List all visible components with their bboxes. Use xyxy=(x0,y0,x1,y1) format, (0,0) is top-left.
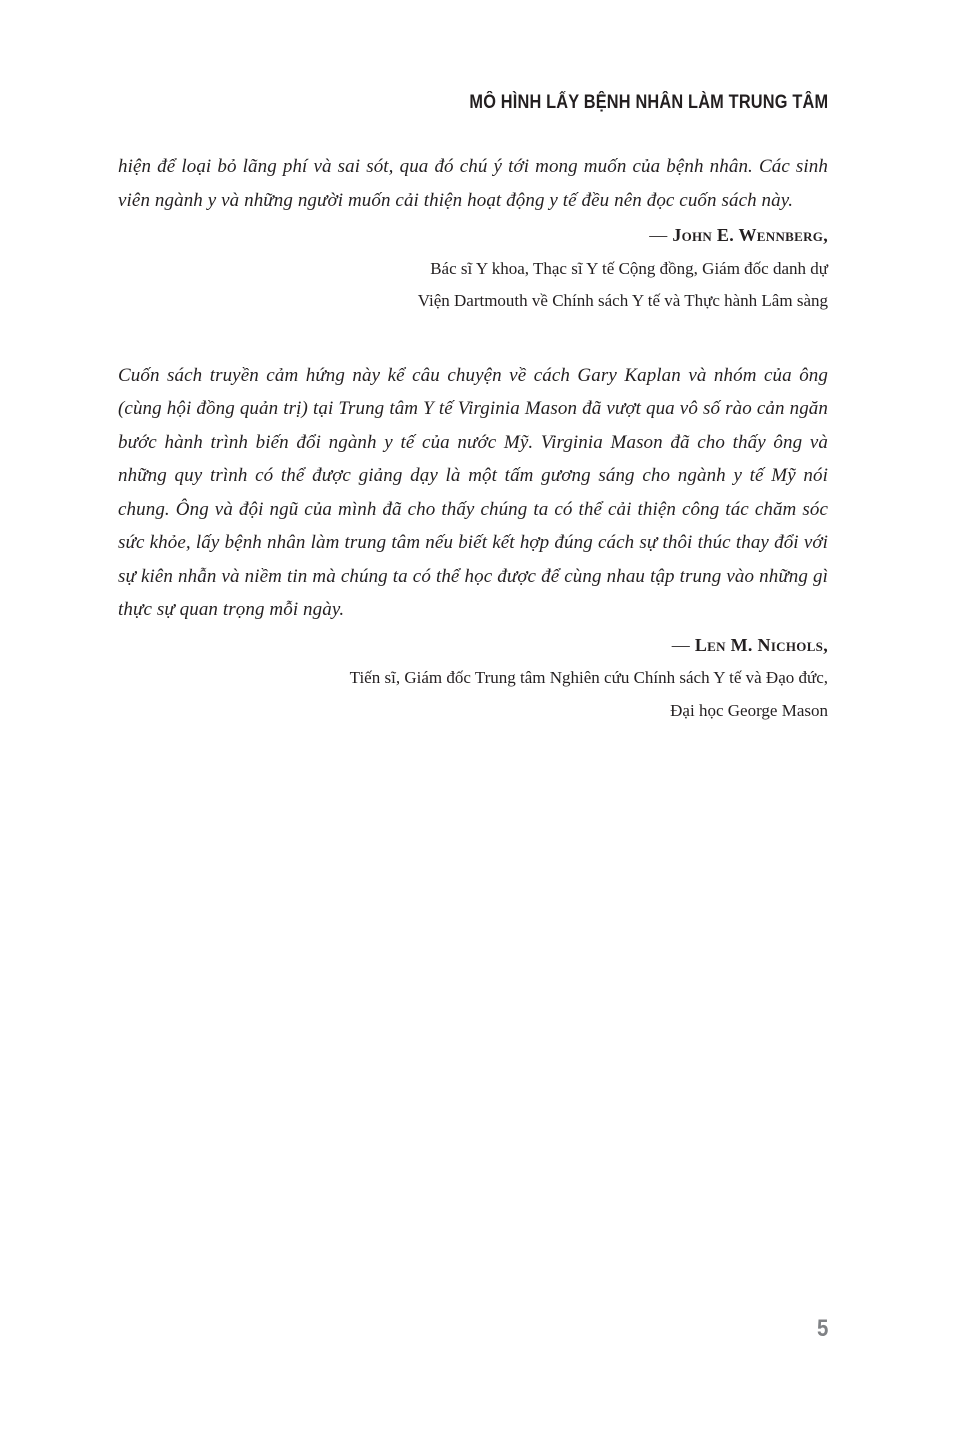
endorsement-wennberg xyxy=(118,150,828,318)
em-dash: — xyxy=(671,634,691,655)
endorsement-attribution xyxy=(118,219,828,318)
author-name xyxy=(649,225,828,245)
author-affiliation: Đại học George Mason xyxy=(670,700,828,720)
page-number: 5 xyxy=(816,1315,828,1342)
author-affiliation: Viện Dartmouth về Chính sách Y tế và Thực hành Lâm sàng xyxy=(417,291,828,310)
section-spacer xyxy=(118,318,828,359)
em-dash: — xyxy=(649,225,668,245)
author-credential: Bác sĩ Y khoa, Thạc sĩ Y tế Cộng đồng, Giám đốc danh dự xyxy=(430,258,828,278)
author-credential: Tiến sĩ, Giám đốc Trung tâm Nghiên cứu Chính sách Y tế và Đạo đức, xyxy=(349,668,828,687)
endorsement-nichols xyxy=(118,359,828,728)
page-content xyxy=(118,150,828,727)
author-name-text: Len M. Nichols, xyxy=(694,634,828,655)
endorsement-attribution xyxy=(118,629,828,728)
author-name-text: John E. Wennberg, xyxy=(672,225,828,245)
endorsement-quote: hiện để loại bỏ lãng phí và sai sót, qua đó chú ý tới mong muốn của bệnh nhân. Các sinh viên ngành y và những người muốn cải thiện hoạt động y tế đều nên đọc cuốn sách này. xyxy=(118,156,828,211)
author-name xyxy=(672,635,828,655)
endorsement-quote: Cuốn sách truyền cảm hứng này kể câu chuyện về cách Gary Kaplan và nhóm của ông (cùng hội đồng quản trị) tại Trung tâm Y tế Virginia Mason đã vượt qua vô số rào cản ngăn bước hành trình biến đổi ngành y tế của nước Mỹ. Virginia Mason đã cho thấy ông và những quy trình có thể được giảng dạy là một tấm gương sáng cho ngành y tế Mỹ nói chung. Ông và đội ngũ của mình đã cho thấy chúng ta có thể cải thiện công tác chăm sóc sức khỏe, lấy bệnh nhân làm trung tâm nếu biết kết hợp đúng cách sự thôi thúc thay đổi với sự kiên nhẫn và niềm tin mà chúng ta có thể học được để cùng nhau tập trung vào những gì thực sự quan trọng mỗi ngày. xyxy=(118,364,828,620)
running-header: MÔ HÌNH LẤY BỆNH NHÂN LÀM TRUNG TÂM xyxy=(469,92,828,113)
